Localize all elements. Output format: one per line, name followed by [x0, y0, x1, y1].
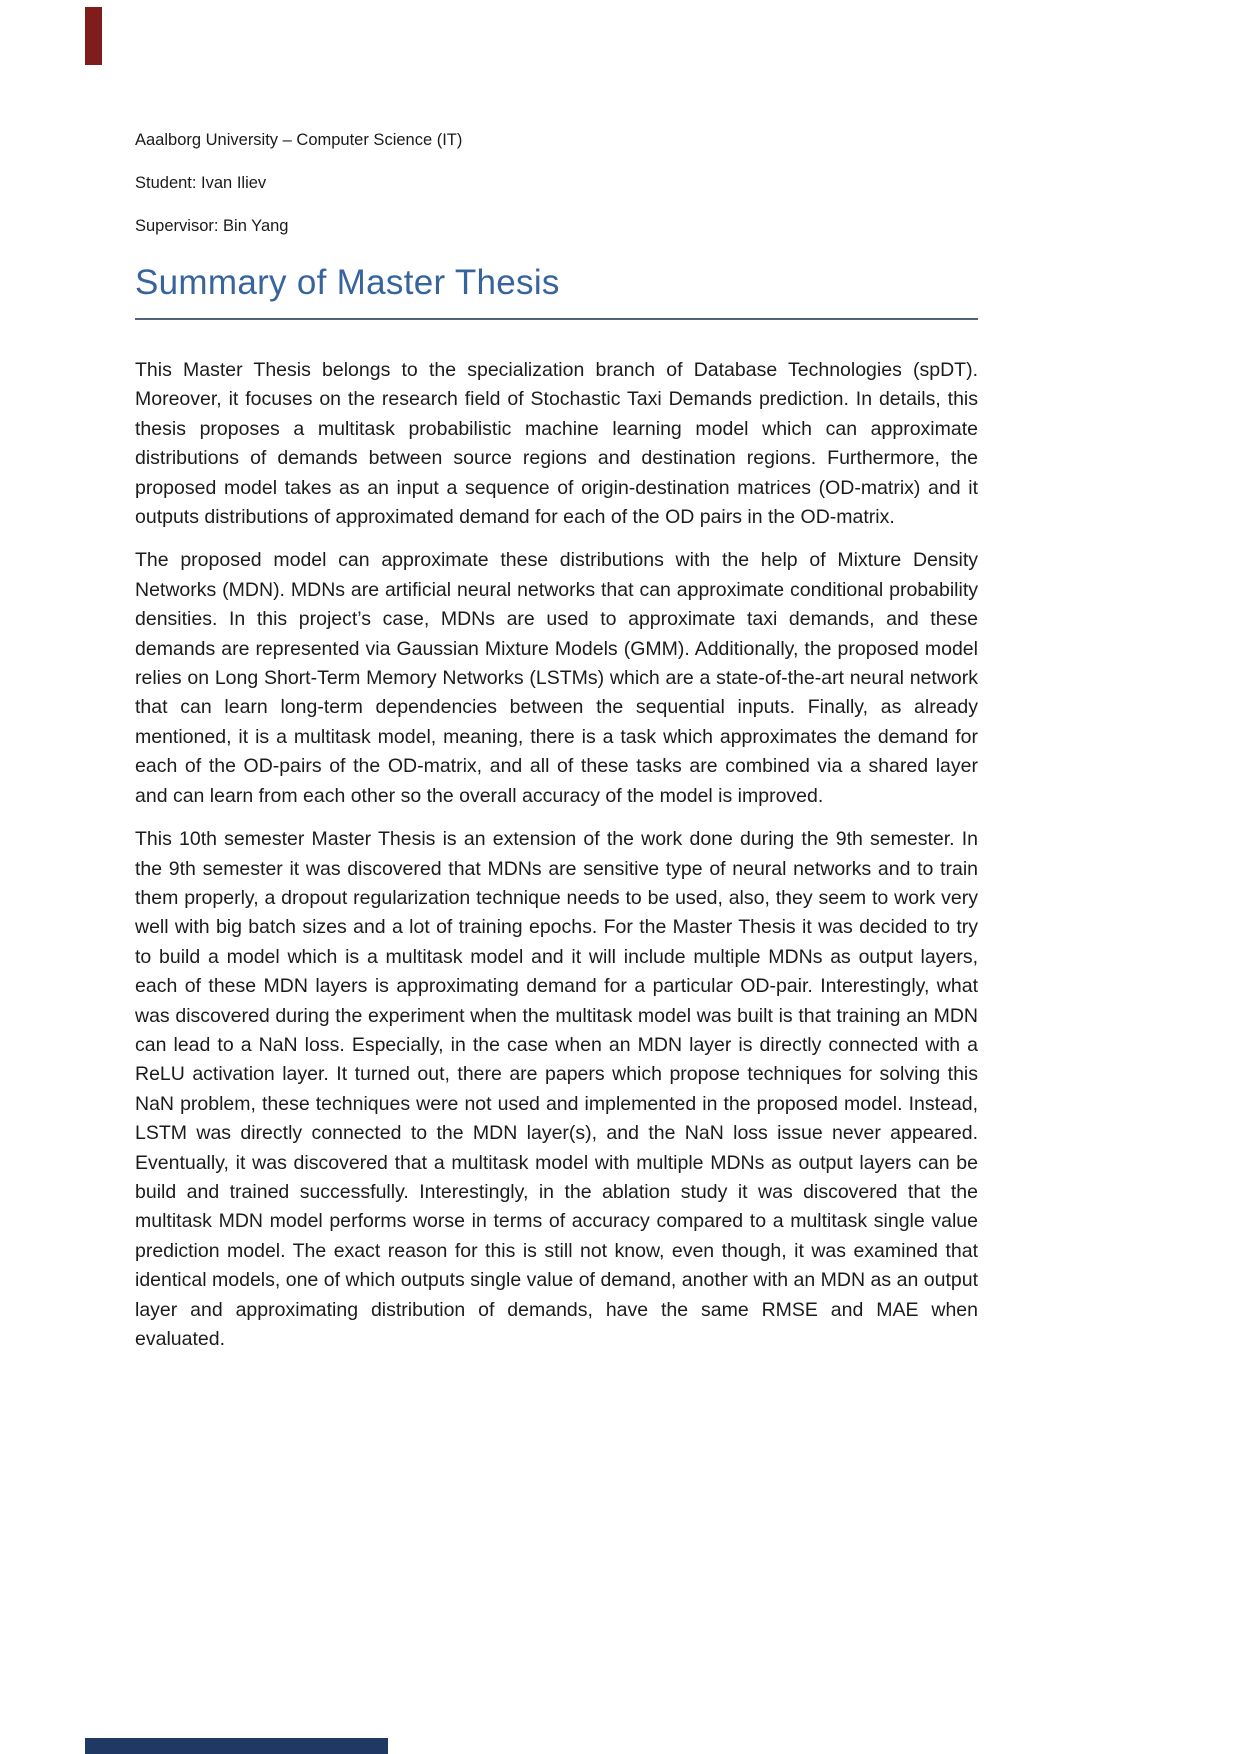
page-content [135, 130, 978, 1368]
body-paragraph-3: This 10th semester Master Thesis is an extension of the work done during the 9th semester. In the 9th semester it was discovered that MDNs are sensitive type of neural networks and to train them properly, a dropout regularization technique needs to be used, also, they seem to work very well with big batch sizes and a lot of training epochs. For the Master Thesis it was decided to try to build a model which is a multitask model and it will include multiple MDNs as output layers, each of these MDN layers is approximating demand for a particular OD-pair. Interestingly, what was discovered during the experiment when the multitask model was built is that training an MDN can lead to a NaN loss. Especially, in the case when an MDN layer is directly connected with a ReLU activation layer. It turned out, there are papers which propose techniques for solving this NaN problem, these techniques were not used and implemented in the proposed model. Instead, LSTM was directly connected to the MDN layer(s), and the NaN loss issue never appeared. Eventually, it was discovered that a multitask model with multiple MDNs as output layers can be build and trained successfully. Interestingly, in the ablation study it was discovered that the multitask MDN model performs worse in terms of accuracy compared to a multitask single value prediction model. The exact reason for this is still not know, even though, it was examined that identical models, one of which outputs single value of demand, another with an MDN as an output layer and approximating distribution of demands, have the same RMSE and MAE when evaluated. [135, 828, 978, 1350]
top-left-red-bar [85, 7, 102, 65]
page-title: Summary of Master Thesis [135, 263, 978, 320]
student-header-line: Student: Ivan Iliev [135, 174, 267, 192]
bottom-left-navy-bar [85, 1738, 388, 1754]
body-paragraph-1: This Master Thesis belongs to the specialization branch of Database Technologies (spDT). Moreover, it focuses on the research field of Stochastic Taxi Demands prediction. In details, this thesis proposes a multitask probabilistic machine learning model which can approximate distributions of demands between source regions and destination regions. Furthermore, the proposed model takes as an input a sequence of origin-destination matrices (OD-matrix) and it outputs distributions of approximated demand for each of the OD pairs in the OD-matrix. [135, 359, 978, 529]
supervisor-header-line: Supervisor: Bin Yang [135, 217, 289, 235]
university-header-line: Aaalborg University – Computer Science (IT) [135, 131, 463, 149]
body-paragraph-2: The proposed model can approximate these distributions with the help of Mixture Density Networks (MDN). MDNs are artificial neural networks that can approximate conditional probability densities. In this project’s case, MDNs are used to approximate taxi demands, and these demands are represented via Gaussian Mixture Models (GMM). Additionally, the proposed model relies on Long Short-Term Memory Networks (LSTMs) which are a state-of-the-art neural network that can learn long-term dependencies between the sequential inputs. Finally, as already mentioned, it is a multitask model, meaning, there is a task which approximates the demand for each of the OD-pairs of the OD-matrix, and all of these tasks are combined via a shared layer and can learn from each other so the overall accuracy of the model is improved. [135, 549, 978, 807]
